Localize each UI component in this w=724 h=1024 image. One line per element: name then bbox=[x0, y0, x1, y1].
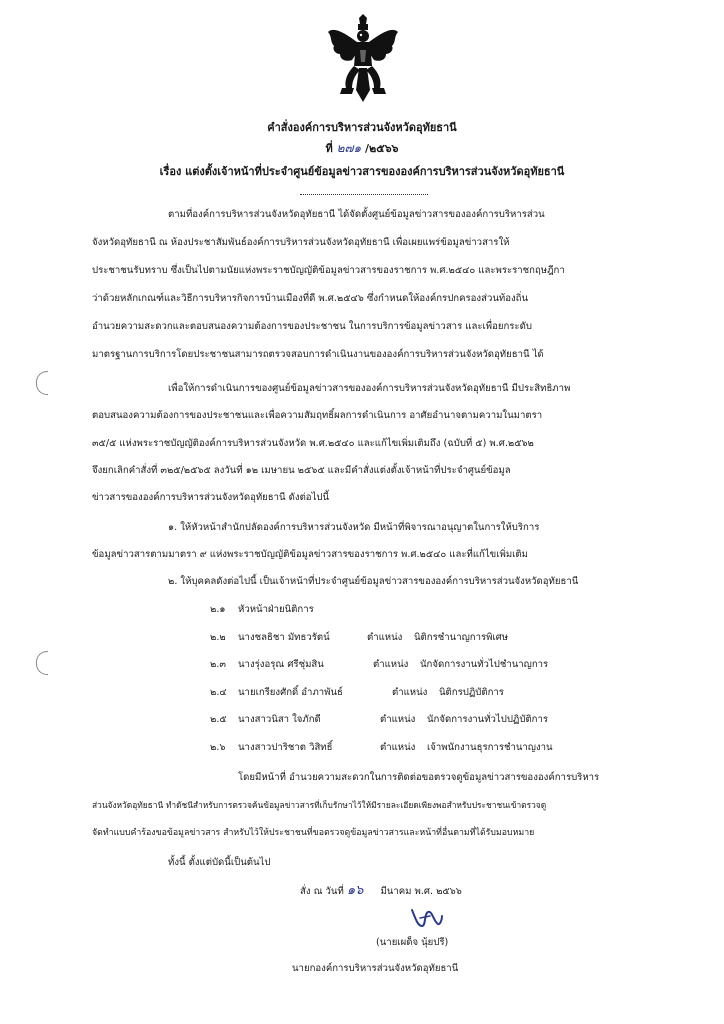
signatory-title: นายกองค์การบริหารส่วนจังหวัดอุทัยธานี bbox=[292, 963, 459, 974]
handwritten-signature bbox=[408, 904, 444, 932]
paragraph-2-line: เพื่อให้การดำเนินการของศูนย์ข้อมูลข่าวสารขององค์การบริหารส่วนจังหวัดอุทัยธานี มีประสิทธิภาพ bbox=[168, 383, 571, 394]
order-title: คำสั่งองค์การบริหารส่วนจังหวัดอุทัยธานี bbox=[267, 121, 457, 134]
duty-line: ส่วนจังหวัดอุทัยธานี ทำดัชนีสำหรับการตรวจค้นข้อมูลข่าวสารที่เก็บรักษาไว้ให้มีรายละเอียดเพียงพอสำหรับประชาชนเข้าตรวจดู bbox=[92, 800, 547, 810]
order-date bbox=[300, 884, 462, 899]
paragraph-1-line: จังหวัดอุทัยธานี ณ ห้องประชาสัมพันธ์องค์การบริหารส่วนจังหวัดอุทัยธานี เพื่อเผยแพร่ข้อมูลข่าวสารให้ bbox=[92, 237, 510, 248]
order-subject: เรื่อง แต่งตั้งเจ้าหน้าที่ประจำศูนย์ข้อมูลข่าวสารขององค์การบริหารส่วนจังหวัดอุทัยธานี bbox=[159, 165, 565, 178]
hole-punch-mark bbox=[36, 651, 48, 675]
staff-position-label: ตำแหน่ง bbox=[380, 742, 416, 753]
staff-name: นางสาวปาริชาต วิสิทธิ์ bbox=[238, 742, 333, 753]
order-number-prefix: ที่ bbox=[325, 142, 333, 155]
staff-name: นางสาวนิสา ใจภักดี bbox=[238, 714, 321, 725]
paragraph-1-line: ว่าด้วยหลักเกณฑ์และวิธีการบริหารกิจการบ้านเมืองที่ดี พ.ศ.๒๕๔๖ ซึ่งกำหนดให้องค์กรปกครองส่วนท้องถิ่น bbox=[92, 293, 529, 304]
staff-name: หัวหน้าฝ่ายนิติการ bbox=[238, 604, 314, 615]
hole-punch-mark bbox=[36, 371, 48, 395]
staff-no: ๒.๕ bbox=[210, 714, 227, 725]
order-date-prefix: สั่ง ณ วันที่ bbox=[300, 886, 344, 897]
staff-name: นายเกรียงศักดิ์ อำภาพันธ์ bbox=[238, 687, 343, 698]
paragraph-1-line: ประชาชนรับทราบ ซึ่งเป็นไปตามนัยแห่งพระราชบัญญัติข้อมูลข่าวสารของราชการ พ.ศ.๒๕๔๐ และพระราชกฤษฎีกา bbox=[92, 265, 565, 276]
paragraph-1-line: มาตรฐานการบริการโดยประชาชนสามารถตรวจสอบการดำเนินงานขององค์การบริหารส่วนจังหวัดอุทัยธานี ได้ bbox=[92, 349, 544, 360]
paragraph-2-line: ตอบสนองความต้องการของประชาชนและเพื่อความสัมฤทธิ์ผลการดำเนินการ อาศัยอำนาจตามความในมาตรา bbox=[92, 410, 543, 421]
staff-position-label: ตำแหน่ง bbox=[367, 632, 403, 643]
staff-no: ๒.๖ bbox=[210, 742, 226, 753]
paragraph-1-line: อำนวยความสะดวกและตอบสนองความต้องการของประชาชน ในการบริการข้อมูลข่าวสาร และเพื่อยกระดับ bbox=[92, 321, 532, 332]
order-number-handwritten: ๒๗๑ bbox=[336, 141, 362, 155]
effective-clause: ทั้งนี้ ตั้งแต่บัดนี้เป็นต้นไป bbox=[168, 857, 271, 868]
order-date-day-handwritten: ๑๖ bbox=[346, 883, 364, 898]
paragraph-2-line: จึงยกเลิกคำสั่งที่ ๓๒๕/๒๕๖๕ ลงวันที่ ๑๒ เมษายน ๒๕๖๕ และมีคำสั่งแต่งตั้งเจ้าหน้าที่ประจำศูนย์ข้อมูล bbox=[92, 465, 511, 476]
paragraph-2-line: ข่าวสารขององค์การบริหารส่วนจังหวัดอุทัยธานี ดังต่อไปนี้ bbox=[92, 492, 330, 503]
staff-position-label: ตำแหน่ง bbox=[373, 659, 409, 670]
staff-position: นักจัดการงานทั่วไปชำนาญการ bbox=[420, 659, 549, 670]
item-2-intro: ๒. ให้บุคคลดังต่อไปนี้ เป็นเจ้าหน้าที่ประจำศูนย์ข้อมูลข่าวสารขององค์การบริหารส่วนจังหวัดอุทัยธานี bbox=[168, 576, 579, 587]
order-number-suffix: /๒๕๖๖ bbox=[364, 142, 399, 155]
order-number bbox=[0, 139, 724, 158]
staff-name: นางชลธิชา มัทธวรัตน์ bbox=[238, 632, 330, 643]
paragraph-2-line: ๓๕/๕ แห่งพระราชบัญญัติองค์การบริหารส่วนจังหวัด พ.ศ.๒๕๔๐ และแก้ไขเพิ่มเติมถึง (ฉบับที่ ๕) พ.ศ.๒๕๖๒ bbox=[92, 438, 534, 449]
staff-no: ๒.๔ bbox=[210, 687, 227, 698]
staff-position: นิติกรชำนาญการพิเศษ bbox=[414, 632, 509, 643]
staff-no: ๒.๓ bbox=[210, 659, 226, 670]
staff-position: เจ้าพนักงานธุรการชำนาญงาน bbox=[427, 742, 553, 753]
order-date-rest: มีนาคม พ.ศ. ๒๕๖๖ bbox=[380, 886, 462, 897]
signatory-name: (นายเผด็จ นุ้ยปรี) bbox=[376, 937, 449, 948]
staff-name: นางรุ่งอรุณ ศรีชุ่มสิน bbox=[238, 659, 324, 670]
staff-no: ๒.๒ bbox=[210, 632, 226, 643]
duty-line: โดยมีหน้าที่ อำนวยความสะดวกในการติดต่อขอตรวจดูข้อมูลข่าวสารขององค์การบริหาร bbox=[238, 772, 600, 783]
staff-position: นักจัดการงานทั่วไปปฏิบัติการ bbox=[427, 714, 549, 725]
item-1-line: ๑. ให้หัวหน้าสำนักปลัดองค์การบริหารส่วนจังหวัด มีหน้าที่พิจารณาอนุญาตในการให้บริการ bbox=[168, 522, 540, 533]
staff-no: ๒.๑ bbox=[210, 604, 226, 615]
garuda-emblem bbox=[326, 14, 400, 106]
duty-line: จัดทำแบบคำร้องขอข้อมูลข่าวสาร สำหรับไว้ให้ประชาชนที่ขอตรวจดูข้อมูลข่าวสารและหน้าที่อื่นตามที่ได้รับมอบหมาย bbox=[92, 828, 535, 838]
header-divider bbox=[300, 194, 428, 195]
paragraph-1-line: ตามที่องค์การบริหารส่วนจังหวัดอุทัยธานี ได้จัดตั้งศูนย์ข้อมูลข่าวสารขององค์การบริหารส่วน bbox=[168, 209, 545, 220]
staff-position: นิติกรปฏิบัติการ bbox=[439, 687, 504, 698]
staff-position-label: ตำแหน่ง bbox=[380, 714, 416, 725]
item-1-line: ข้อมูลข่าวสารตามมาตรา ๙ แห่งพระราชบัญญัติข้อมูลข่าวสารของราชการ พ.ศ.๒๕๔๐ และที่แก้ไขเพิ่มเติม bbox=[92, 549, 528, 560]
staff-position-label: ตำแหน่ง bbox=[392, 687, 428, 698]
